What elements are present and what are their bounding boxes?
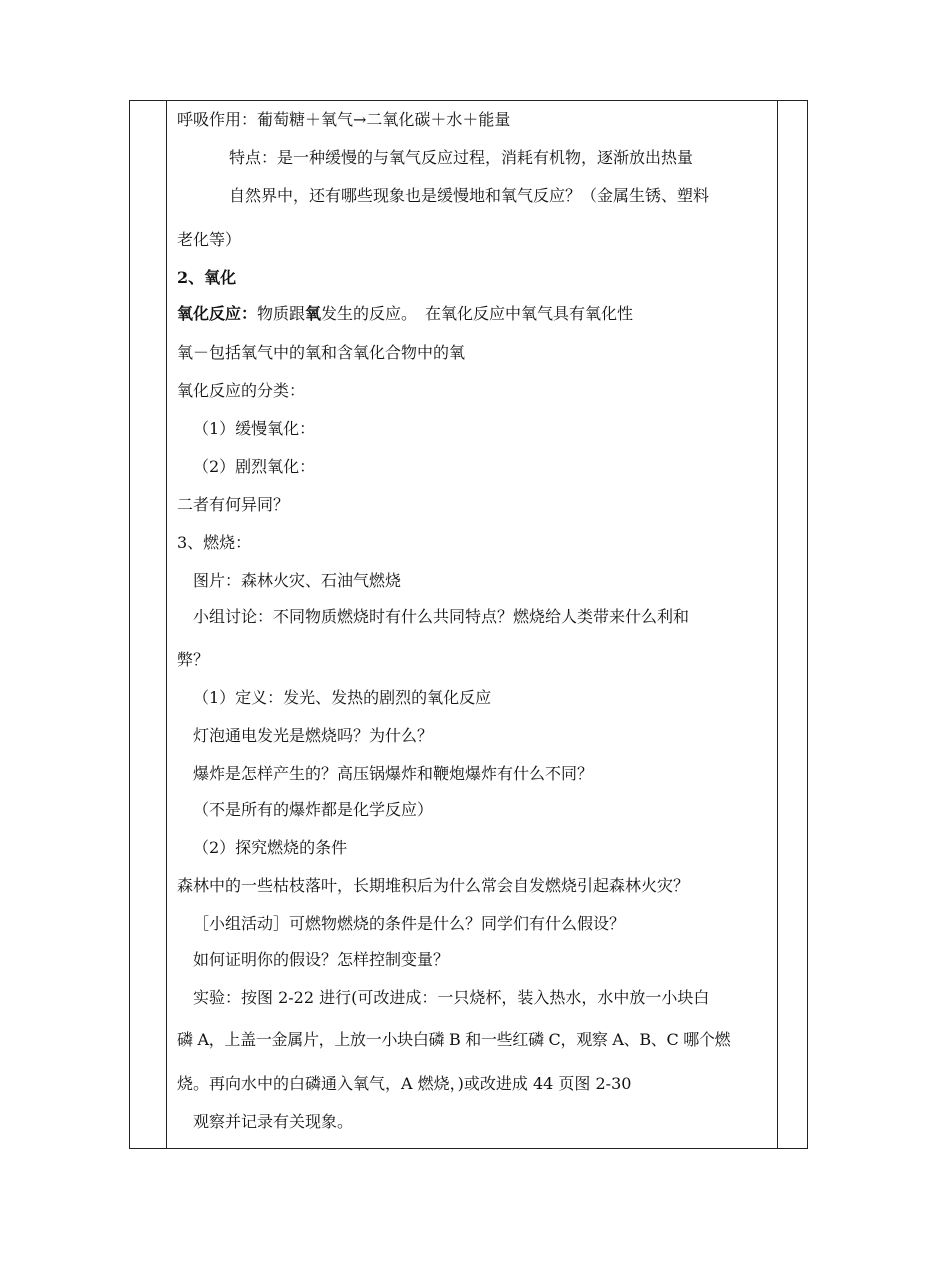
text-line: 图片：森林火灾、石油气燃烧 [193,571,402,590]
text-line: 爆炸是怎样产生的？高压锅爆炸和鞭炮爆炸有什么不同？ [193,764,594,783]
text-line: 自然界中，还有哪些现象也是缓慢地和氧气反应？（金属生锈、塑料 [229,186,710,205]
text-line: 二者有何异同？ [177,495,290,514]
definition-line [177,304,633,324]
text-line: 弊？ [177,650,210,669]
text-line: 森林中的一些枯枝落叶，长期堆积后为什么常会自发燃烧引起森林火灾？ [177,876,690,895]
text-line: 呼吸作用：葡萄糖＋氧气→二氧化碳＋水＋能量 [177,110,511,129]
text-line: （2）剧烈氧化： [193,457,316,476]
right-column-divider [777,101,778,1148]
definition-term: 氧化反应： [177,304,258,323]
text-line: 观察并记录有关现象。 [193,1112,354,1131]
text-line: 磷 A，上盖一金属片，上放一小块白磷 B 和一些红磷 C，观察 A、B、C 哪个燃 [177,1030,731,1049]
text-line: 氧化反应的分类： [177,381,306,400]
text-line: 氧－包括氧气中的氧和含氧化合物中的氧 [177,343,466,362]
definition-text-cont: 发生的反应。 在氧化反应中氧气具有氧化性 [321,304,634,323]
text-line: （不是所有的爆炸都是化学反应） [193,800,434,819]
definition-emphasis: 氧 [305,304,322,323]
text-line: 特点：是一种缓慢的与氧气反应过程，消耗有机物，逐渐放出热量 [229,148,694,167]
text-line: 小组讨论：不同物质燃烧时有什么共同特点？燃烧给人类带来什么利和 [193,607,690,626]
text-line: 如何证明你的假设？怎样控制变量？ [193,950,450,969]
text-line: （1）定义：发光、发热的剧烈的氧化反应 [193,688,492,707]
section-heading: 3、燃烧： [177,533,252,552]
text-line: 烧。再向水中的白磷通入氧气，A 燃烧，)或改进成 44 页图 2-30 [177,1074,632,1093]
text-line: ［小组活动］可燃物燃烧的条件是什么？同学们有什么假设？ [193,914,626,933]
text-line: （1）缓慢氧化： [193,419,316,438]
text-line: 灯泡通电发光是燃烧吗？为什么？ [193,726,434,745]
text-line: （2）探究燃烧的条件 [193,838,348,857]
definition-text: 物质跟 [257,304,306,323]
text-line: 老化等） [177,230,242,249]
left-column-divider [166,101,167,1148]
text-line: 实验：按图 2-22 进行(可改进成：一只烧杯，装入热水，水中放一小块白 [193,988,710,1007]
section-heading: 2、氧化 [177,268,237,287]
